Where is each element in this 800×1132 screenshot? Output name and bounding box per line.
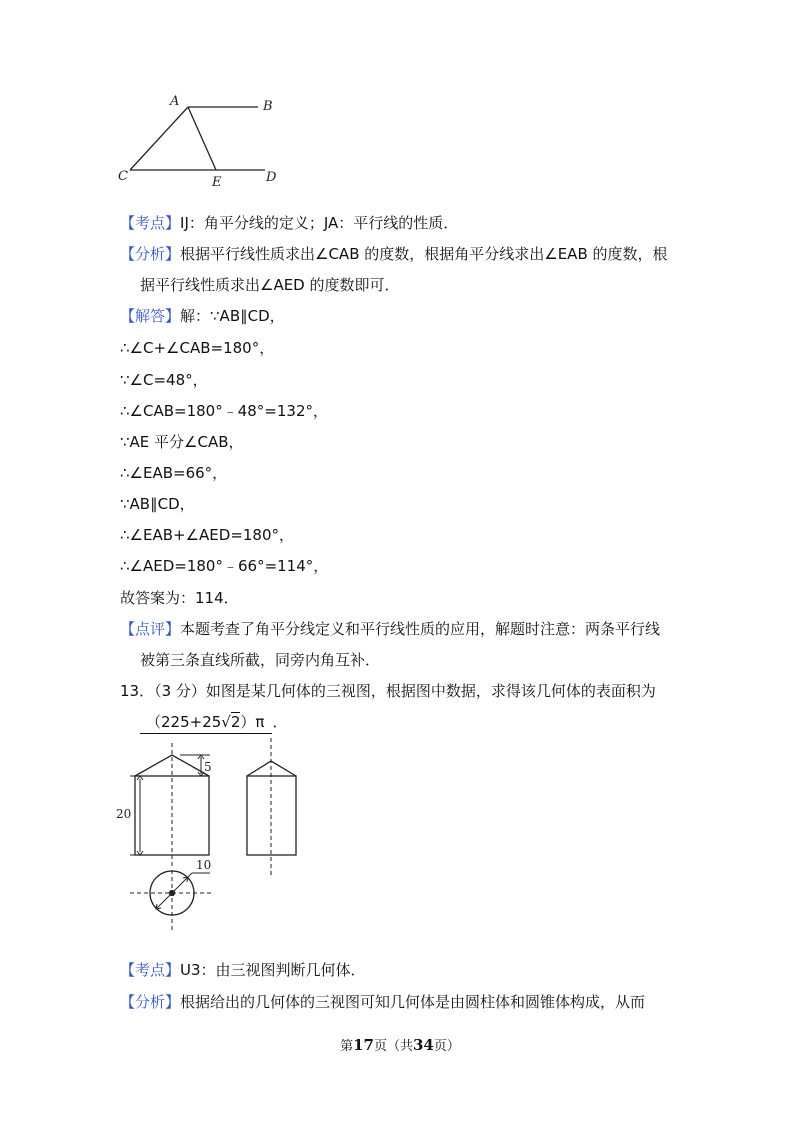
q12-dianping-line2: 被第三条直线所截，同旁内角互补． [140, 651, 381, 669]
label-C: C [118, 169, 128, 184]
solution-step: ∴∠AED=180°﹣66°=114°， [120, 557, 329, 575]
q12-kaodian: 【考点】IJ：角平分线的定义；JA：平行线的性质． [120, 214, 459, 232]
solution-step: ∵AB∥CD， [120, 495, 195, 513]
label-B: B [263, 99, 273, 114]
fenxi-tag: 【分析】 [120, 245, 181, 263]
solution-step: ∴∠EAB+∠AED=180°， [120, 526, 295, 544]
label-20: 20 [116, 807, 132, 821]
segment-AC [130, 107, 188, 170]
q12-jieda: 【解答】解：∵AB∥CD， [120, 307, 285, 325]
sqrt-sign: √ [221, 713, 231, 731]
segment-AE [188, 107, 216, 170]
q13-fenxi-line1: 【分析】根据给出的几何体的三视图可知几何体是由圆柱体和圆锥体构成，从而 [120, 993, 646, 1011]
dianping-tag: 【点评】 [120, 620, 181, 638]
solution-step: ∵∠C=48°， [120, 371, 208, 389]
solution-step: ∴∠EAB=66°， [120, 464, 228, 482]
page-footer: 第17页（共34页） [340, 1036, 460, 1054]
final-answer: 故答案为：114． [120, 589, 239, 607]
q13-answer: （225+25√2）π ． [140, 712, 287, 734]
q12-dianping-line1: 【点评】本题考查了角平分线定义和平行线性质的应用，解题时注意：两条平行线 [120, 620, 661, 638]
kaodian-tag: 【考点】 [120, 961, 181, 979]
page-number: 17 [353, 1036, 374, 1054]
solution-step: ∵AE 平分∠CAB， [120, 433, 244, 451]
label-A: A [170, 94, 180, 109]
fenxi-tag: 【分析】 [120, 993, 181, 1011]
page-total: 34 [413, 1036, 434, 1054]
q13-stem: 13．（3 分）如图是某几何体的三视图，根据图中数据，求得该几何体的表面积为 [120, 682, 656, 700]
parallel-lines-figure [110, 88, 300, 190]
q13-kaodian: 【考点】U3：由三视图判断几何体． [120, 961, 366, 979]
label-10: 10 [196, 858, 212, 872]
solution-step: ∴∠C+∠CAB=180°， [120, 339, 275, 357]
three-views-figure [110, 738, 310, 938]
kaodian-tag: 【考点】 [120, 214, 181, 232]
label-E: E [212, 175, 222, 190]
q12-fenxi-line1: 【分析】根据平行线性质求出∠CAB 的度数，根据角平分线求出∠EAB 的度数，根 [120, 245, 668, 263]
label-D: D [266, 170, 277, 185]
jieda-tag: 【解答】 [120, 307, 181, 325]
label-5: 5 [204, 760, 212, 774]
answer-blank: （225+25√2）π [140, 712, 272, 734]
q12-fenxi-line2: 据平行线性质求出∠AED 的度数即可． [140, 276, 400, 294]
solution-step: ∴∠CAB=180°﹣48°=132°， [120, 402, 329, 420]
